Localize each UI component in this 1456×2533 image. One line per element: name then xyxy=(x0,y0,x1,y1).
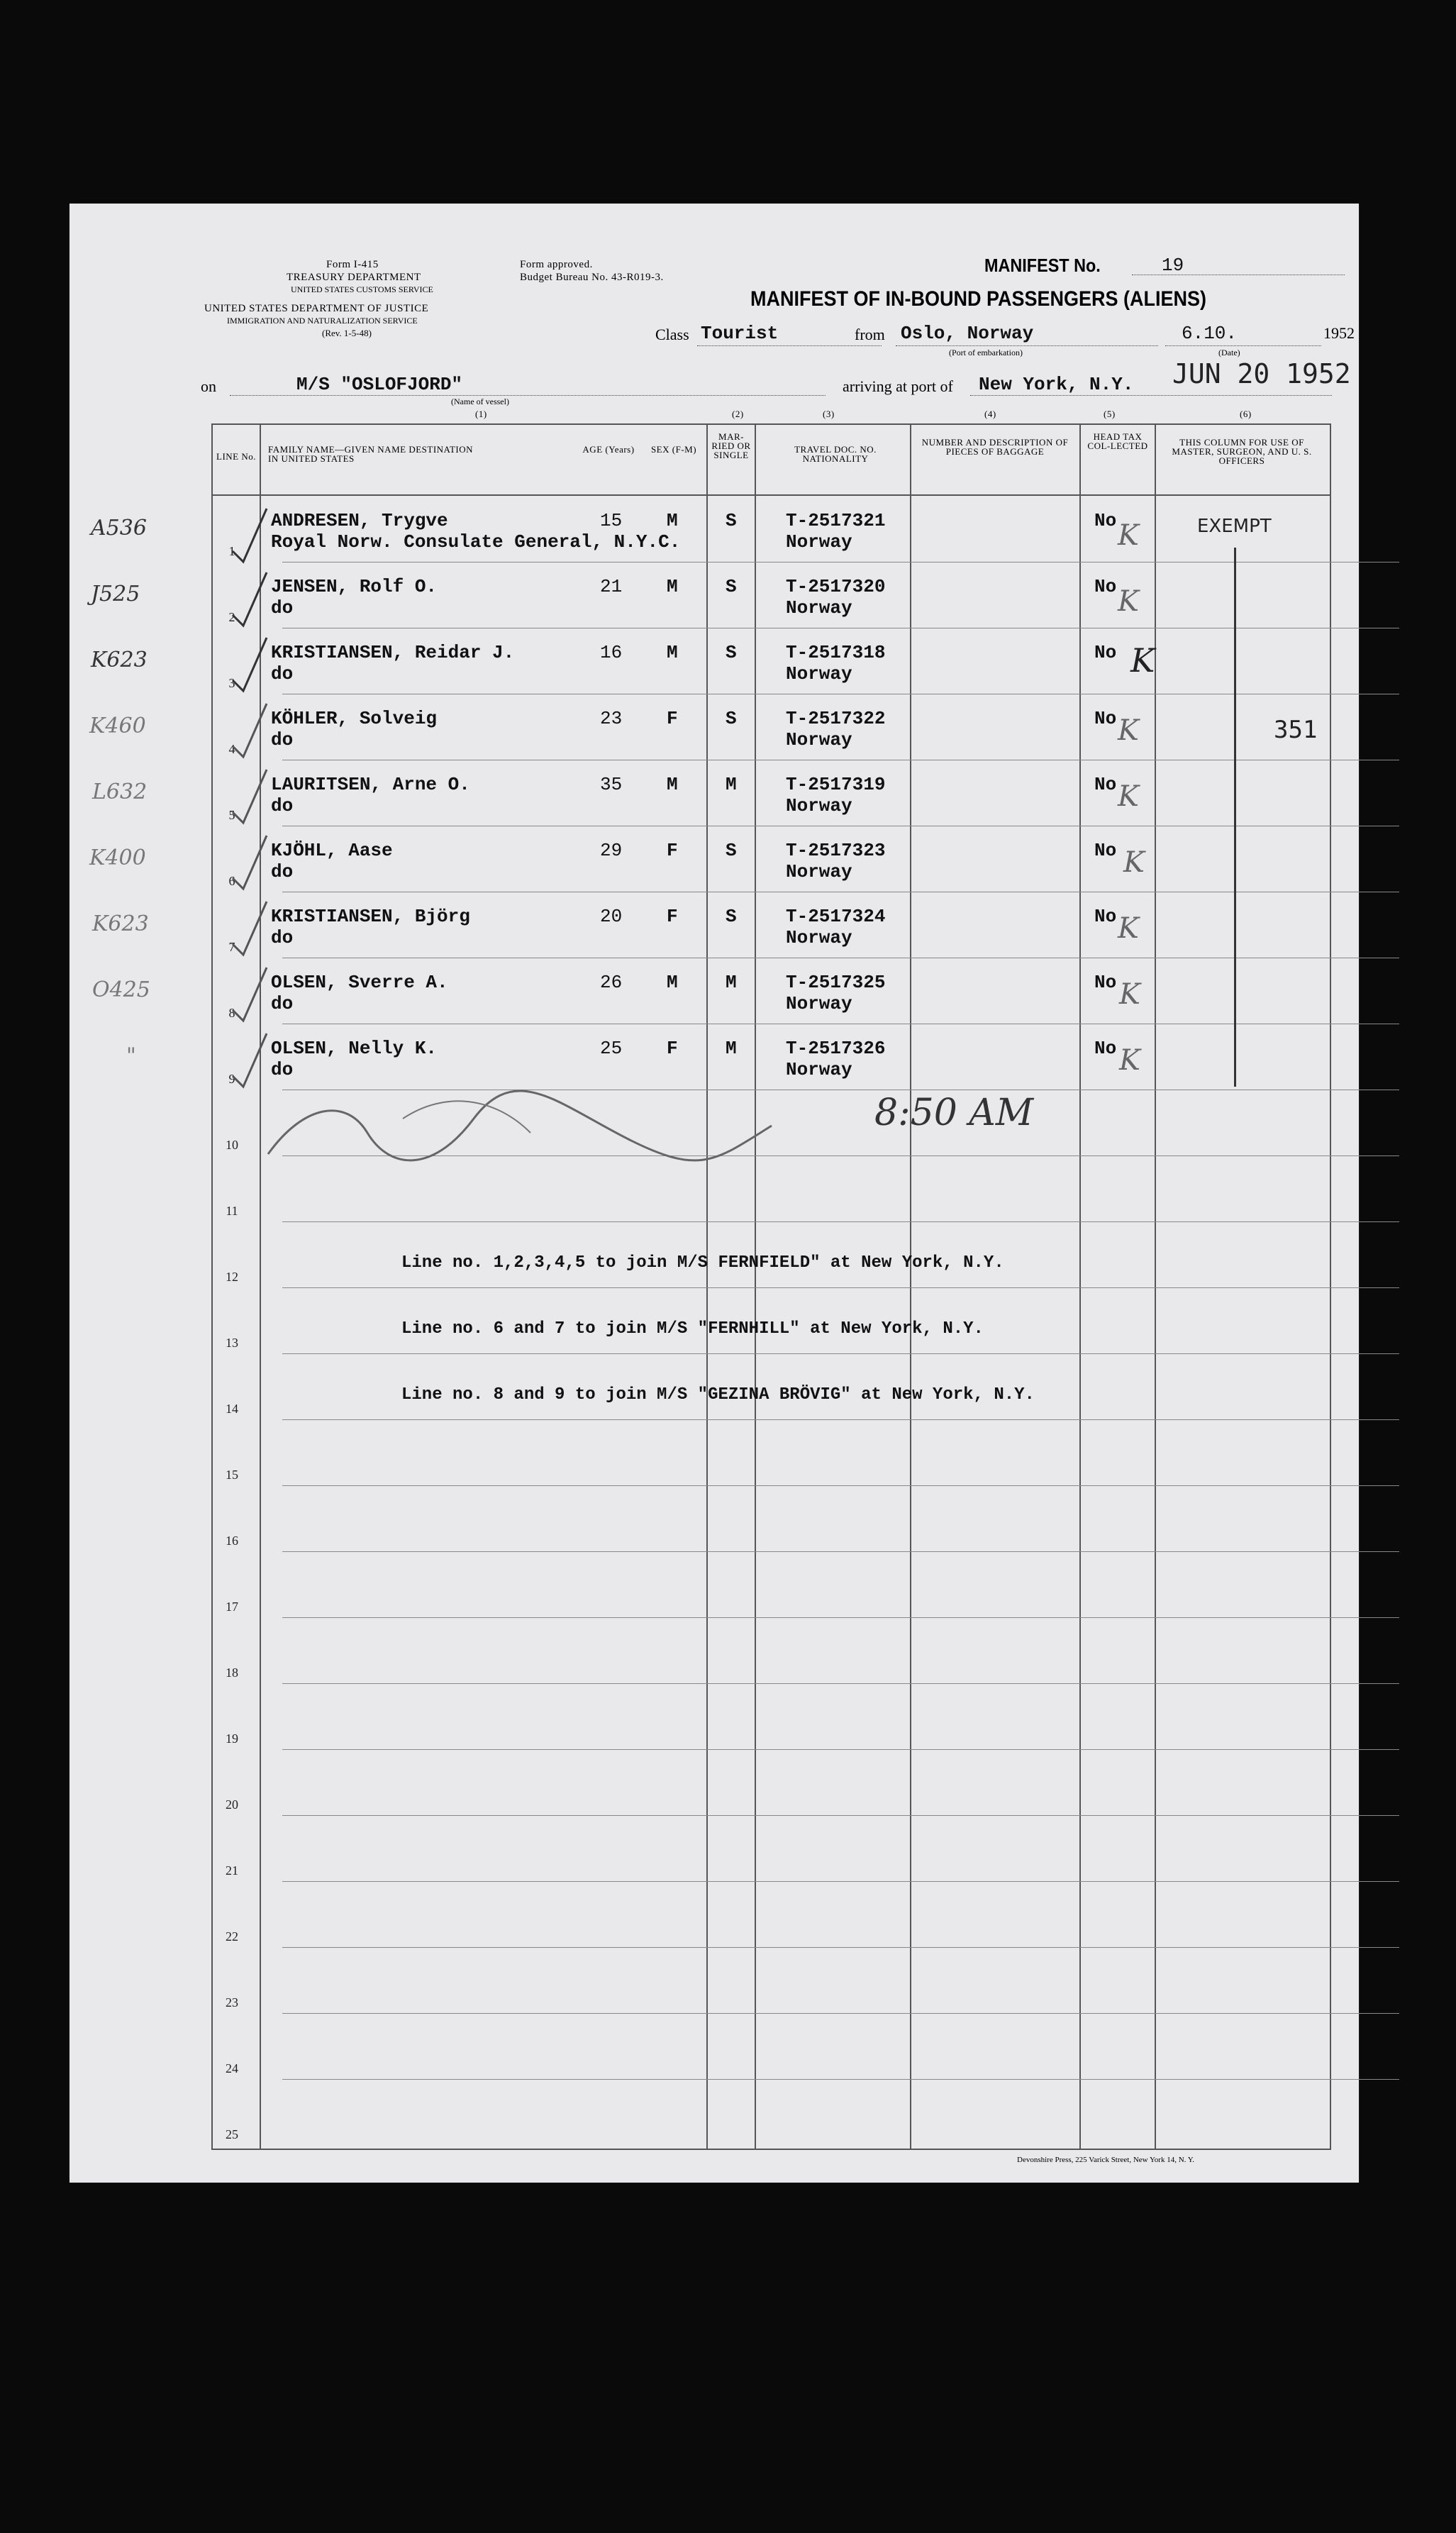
passenger-marital: S xyxy=(726,576,737,597)
line-number: 15 xyxy=(226,1468,238,1482)
passenger-marital: M xyxy=(726,972,737,993)
nationality: Norway xyxy=(786,927,852,948)
head-tax-mark: K xyxy=(1119,978,1140,1011)
class-rule xyxy=(697,345,882,346)
col-header-officers: THIS COLUMN FOR USE OF MASTER, SURGEON, AND U. S. OFFICERS xyxy=(1172,437,1312,466)
line-number: 5 xyxy=(228,808,235,822)
line-number: 14 xyxy=(226,1402,238,1416)
head-tax-mark: K xyxy=(1118,912,1139,945)
line-number: 9 xyxy=(228,1072,235,1086)
line-number: 10 xyxy=(226,1138,238,1152)
arrival-date: 6.10. xyxy=(1182,323,1238,344)
line-number: 24 xyxy=(226,2061,238,2075)
class-value: Tourist xyxy=(701,323,779,344)
form-revision: (Rev. 1-5-48) xyxy=(322,328,372,338)
passenger-marital: M xyxy=(726,774,737,795)
passenger-age: 25 xyxy=(600,1038,623,1059)
passenger-destination: do xyxy=(271,795,294,816)
row-rule xyxy=(282,1353,1399,1354)
passenger-destination: do xyxy=(271,927,294,948)
margin-code: K400 xyxy=(89,846,146,870)
passenger-age: 29 xyxy=(600,840,623,861)
passenger-sex: F xyxy=(667,840,678,861)
row-rule xyxy=(282,1221,1399,1222)
passenger-name: KÖHLER, Solveig xyxy=(271,708,438,729)
line-number: 2 xyxy=(228,610,235,624)
passenger-marital: S xyxy=(726,840,737,861)
count-number: 351 xyxy=(1274,716,1318,744)
vessel-name: M/S "OSLOFJORD" xyxy=(296,374,463,395)
head-tax-mark: K xyxy=(1130,641,1155,680)
margin-code: K460 xyxy=(89,714,146,738)
passenger-age: 23 xyxy=(600,708,623,729)
year: 1952 xyxy=(1323,324,1355,342)
head-tax-mark: K xyxy=(1119,1044,1140,1077)
row-rule xyxy=(282,1485,1399,1486)
customs-service: UNITED STATES CUSTOMS SERVICE xyxy=(291,284,433,294)
passenger-name: LAURITSEN, Arne O. xyxy=(271,774,470,795)
row-rule xyxy=(282,1815,1399,1816)
line-number: 8 xyxy=(228,1006,235,1020)
line-number: 20 xyxy=(226,1797,238,1812)
head-tax-mark: K xyxy=(1118,519,1139,552)
arrival-port: New York, N.Y. xyxy=(979,374,1134,395)
col-header-married: MAR-RIED OR SINGLE xyxy=(711,431,751,460)
passenger-name: OLSEN, Sverre A. xyxy=(271,972,448,993)
travel-doc: T-2517326 xyxy=(786,1038,886,1059)
head-tax: No xyxy=(1094,840,1117,861)
port-rule xyxy=(970,395,1332,396)
on-label: on xyxy=(201,377,216,395)
row-rule xyxy=(282,1947,1399,1948)
col-header-headtax: HEAD TAX COL-LECTED xyxy=(1087,431,1148,451)
margin-code: A536 xyxy=(91,516,147,541)
vessel-caption: (Name of vessel) xyxy=(451,397,509,406)
row-rule xyxy=(282,1287,1399,1288)
col-header-name: FAMILY NAME—GIVEN NAME DESTINATION IN UNITED STATES xyxy=(268,444,474,464)
passenger-age: 16 xyxy=(600,642,623,663)
passenger-sex: M xyxy=(667,576,678,597)
passenger-name: OLSEN, Nelly K. xyxy=(271,1038,438,1059)
passenger-marital: S xyxy=(726,510,737,531)
head-tax-mark: K xyxy=(1118,780,1139,813)
printer-imprint: Devonshire Press, 225 Varick Street, New York 14, N. Y. xyxy=(1017,2156,1195,2164)
line-number: 11 xyxy=(226,1204,238,1218)
nationality: Norway xyxy=(786,531,852,553)
col-num-6: (6) xyxy=(1240,409,1252,419)
col-rule xyxy=(755,423,756,2149)
row-rule xyxy=(282,1617,1399,1618)
head-tax: No xyxy=(1094,1038,1117,1059)
passenger-sex: F xyxy=(667,708,678,729)
margin-code: K623 xyxy=(92,911,149,936)
col-rule xyxy=(706,423,708,2149)
nationality: Norway xyxy=(786,993,852,1014)
line-number: 16 xyxy=(226,1534,238,1548)
line-number: 19 xyxy=(226,1731,238,1746)
head-tax-mark: K xyxy=(1123,846,1145,879)
passenger-destination: do xyxy=(271,597,294,619)
ins-service: IMMIGRATION AND NATURALIZATION SERVICE xyxy=(227,316,418,326)
passenger-name: KRISTIANSEN, Reidar J. xyxy=(271,642,515,663)
passenger-destination: Royal Norw. Consulate General, N.Y.C. xyxy=(271,531,681,553)
transfer-note: Line no. 6 and 7 to join M/S "FERNHILL" at New York, N.Y. xyxy=(401,1319,984,1338)
date-stamp: JUN 20 1952 xyxy=(1172,358,1351,389)
line-number: 7 xyxy=(228,940,235,954)
class-label: Class xyxy=(655,326,689,343)
head-tax: No xyxy=(1094,642,1117,663)
manifest-page xyxy=(70,204,1359,2183)
line-number: 25 xyxy=(226,2127,238,2141)
passenger-table xyxy=(211,423,1331,2150)
row-rule xyxy=(282,1881,1399,1882)
col-header-sex: SEX (F-M) xyxy=(650,444,697,455)
nationality: Norway xyxy=(786,861,852,882)
line-number: 13 xyxy=(226,1336,238,1350)
passenger-name: ANDRESEN, Trygve xyxy=(271,510,448,531)
treasury-dept: TREASURY DEPARTMENT xyxy=(287,272,421,283)
manifest-number: 19 xyxy=(1162,255,1184,276)
line-number: 3 xyxy=(228,676,235,690)
line-number: 17 xyxy=(226,1600,238,1614)
manifest-no-label: MANIFEST No. xyxy=(984,255,1101,276)
head-tax-mark: K xyxy=(1118,714,1139,747)
col-num-2: (2) xyxy=(732,409,744,419)
form-number: Form I-415 xyxy=(326,259,379,270)
col-header-line: LINE No. xyxy=(216,451,256,462)
passenger-age: 35 xyxy=(600,774,623,795)
line-number: 12 xyxy=(226,1270,238,1284)
nationality: Norway xyxy=(786,663,852,684)
col-rule xyxy=(1079,423,1081,2149)
row-rule xyxy=(282,2079,1399,2080)
passenger-marital: S xyxy=(726,708,737,729)
col-rule xyxy=(1155,423,1156,2149)
exempt-arrow-line xyxy=(1234,548,1236,1087)
passenger-destination: do xyxy=(271,663,294,684)
from-value: Oslo, Norway xyxy=(901,323,1034,344)
col-header-age: AGE (Years) xyxy=(582,444,635,455)
head-tax: No xyxy=(1094,972,1117,993)
from-label: from xyxy=(855,326,885,343)
nationality: Norway xyxy=(786,729,852,750)
transfer-note: Line no. 1,2,3,4,5 to join M/S FERNFIELD" at New York, N.Y. xyxy=(401,1253,1004,1273)
passenger-sex: M xyxy=(667,774,678,795)
line-number: 23 xyxy=(226,1995,238,2010)
line-number: 1 xyxy=(228,544,235,558)
header-bottom-rule xyxy=(211,494,1330,496)
passenger-age: 20 xyxy=(600,906,623,927)
head-tax: No xyxy=(1094,510,1117,531)
exempt-note: EXEMPT xyxy=(1197,516,1272,537)
travel-doc: T-2517325 xyxy=(786,972,886,993)
line-number: 18 xyxy=(226,1665,238,1680)
travel-doc: T-2517322 xyxy=(786,708,886,729)
justice-dept: UNITED STATES DEPARTMENT OF JUSTICE xyxy=(204,303,429,314)
budget-bureau: Budget Bureau No. 43-R019-3. xyxy=(520,272,664,283)
port-caption: (Port of embarkation) xyxy=(949,348,1023,357)
head-tax: No xyxy=(1094,576,1117,597)
col-rule xyxy=(910,423,911,2149)
line-number: 21 xyxy=(226,1863,238,1878)
passenger-sex: F xyxy=(667,1038,678,1059)
row-rule xyxy=(282,1683,1399,1684)
passenger-name: JENSEN, Rolf O. xyxy=(271,576,438,597)
margin-code: O425 xyxy=(92,977,150,1002)
col-header-travel: TRAVEL DOC. NO. NATIONALITY xyxy=(794,444,877,464)
nationality: Norway xyxy=(786,1059,852,1080)
row-rule xyxy=(282,1419,1399,1420)
head-tax-mark: K xyxy=(1118,585,1139,618)
passenger-sex: M xyxy=(667,510,678,531)
col-num-4: (4) xyxy=(984,409,996,419)
passenger-sex: M xyxy=(667,972,678,993)
check-marks xyxy=(211,494,339,1104)
transfer-note: Line no. 8 and 9 to join M/S "GEZINA BRÖVIG" at New York, N.Y. xyxy=(401,1385,1035,1404)
travel-doc: T-2517324 xyxy=(786,906,886,927)
line-number: 4 xyxy=(228,742,235,756)
travel-doc: T-2517318 xyxy=(786,642,886,663)
passenger-sex: F xyxy=(667,906,678,927)
form-approved: Form approved. xyxy=(520,259,593,270)
passenger-destination: do xyxy=(271,729,294,750)
from-rule xyxy=(896,345,1158,346)
margin-code: K623 xyxy=(91,648,148,672)
row-rule xyxy=(282,1749,1399,1750)
line-number: 22 xyxy=(226,1929,238,1944)
head-tax: No xyxy=(1094,774,1117,795)
head-tax: No xyxy=(1094,708,1117,729)
arriving-label: arriving at port of xyxy=(843,377,953,395)
passenger-marital: S xyxy=(726,642,737,663)
passenger-destination: do xyxy=(271,861,294,882)
passenger-destination: do xyxy=(271,993,294,1014)
col-header-baggage: NUMBER AND DESCRIPTION OF PIECES OF BAGGAGE xyxy=(921,437,1069,457)
margin-code: J525 xyxy=(91,582,140,606)
passenger-name: KRISTIANSEN, Björg xyxy=(271,906,470,927)
passenger-marital: M xyxy=(726,1038,737,1059)
row-rule xyxy=(282,2013,1399,2014)
passenger-marital: S xyxy=(726,906,737,927)
row-rule xyxy=(282,1551,1399,1552)
date-rule xyxy=(1165,345,1321,346)
col-num-1: (1) xyxy=(475,409,487,419)
vessel-rule xyxy=(230,395,826,396)
manifest-title: MANIFEST OF IN-BOUND PASSENGERS (ALIENS) xyxy=(750,287,1207,311)
passenger-age: 26 xyxy=(600,972,623,993)
travel-doc: T-2517321 xyxy=(786,510,886,531)
travel-doc: T-2517320 xyxy=(786,576,886,597)
col-num-5: (5) xyxy=(1104,409,1116,419)
travel-doc: T-2517319 xyxy=(786,774,886,795)
margin-code: L632 xyxy=(92,780,148,804)
nationality: Norway xyxy=(786,795,852,816)
col-num-3: (3) xyxy=(823,409,835,419)
handwritten-scrawl xyxy=(261,1076,899,1182)
passenger-name: KJÖHL, Aase xyxy=(271,840,393,861)
passenger-age: 21 xyxy=(600,576,623,597)
travel-doc: T-2517323 xyxy=(786,840,886,861)
nationality: Norway xyxy=(786,597,852,619)
head-tax: No xyxy=(1094,906,1117,927)
handwritten-time: 8:50 AM xyxy=(874,1092,1034,1134)
date-caption: (Date) xyxy=(1218,348,1240,357)
line-number: 6 xyxy=(228,874,235,888)
passenger-age: 15 xyxy=(600,510,623,531)
passenger-destination: do xyxy=(271,1059,294,1080)
margin-code: " xyxy=(126,1043,136,1068)
passenger-sex: M xyxy=(667,642,678,663)
